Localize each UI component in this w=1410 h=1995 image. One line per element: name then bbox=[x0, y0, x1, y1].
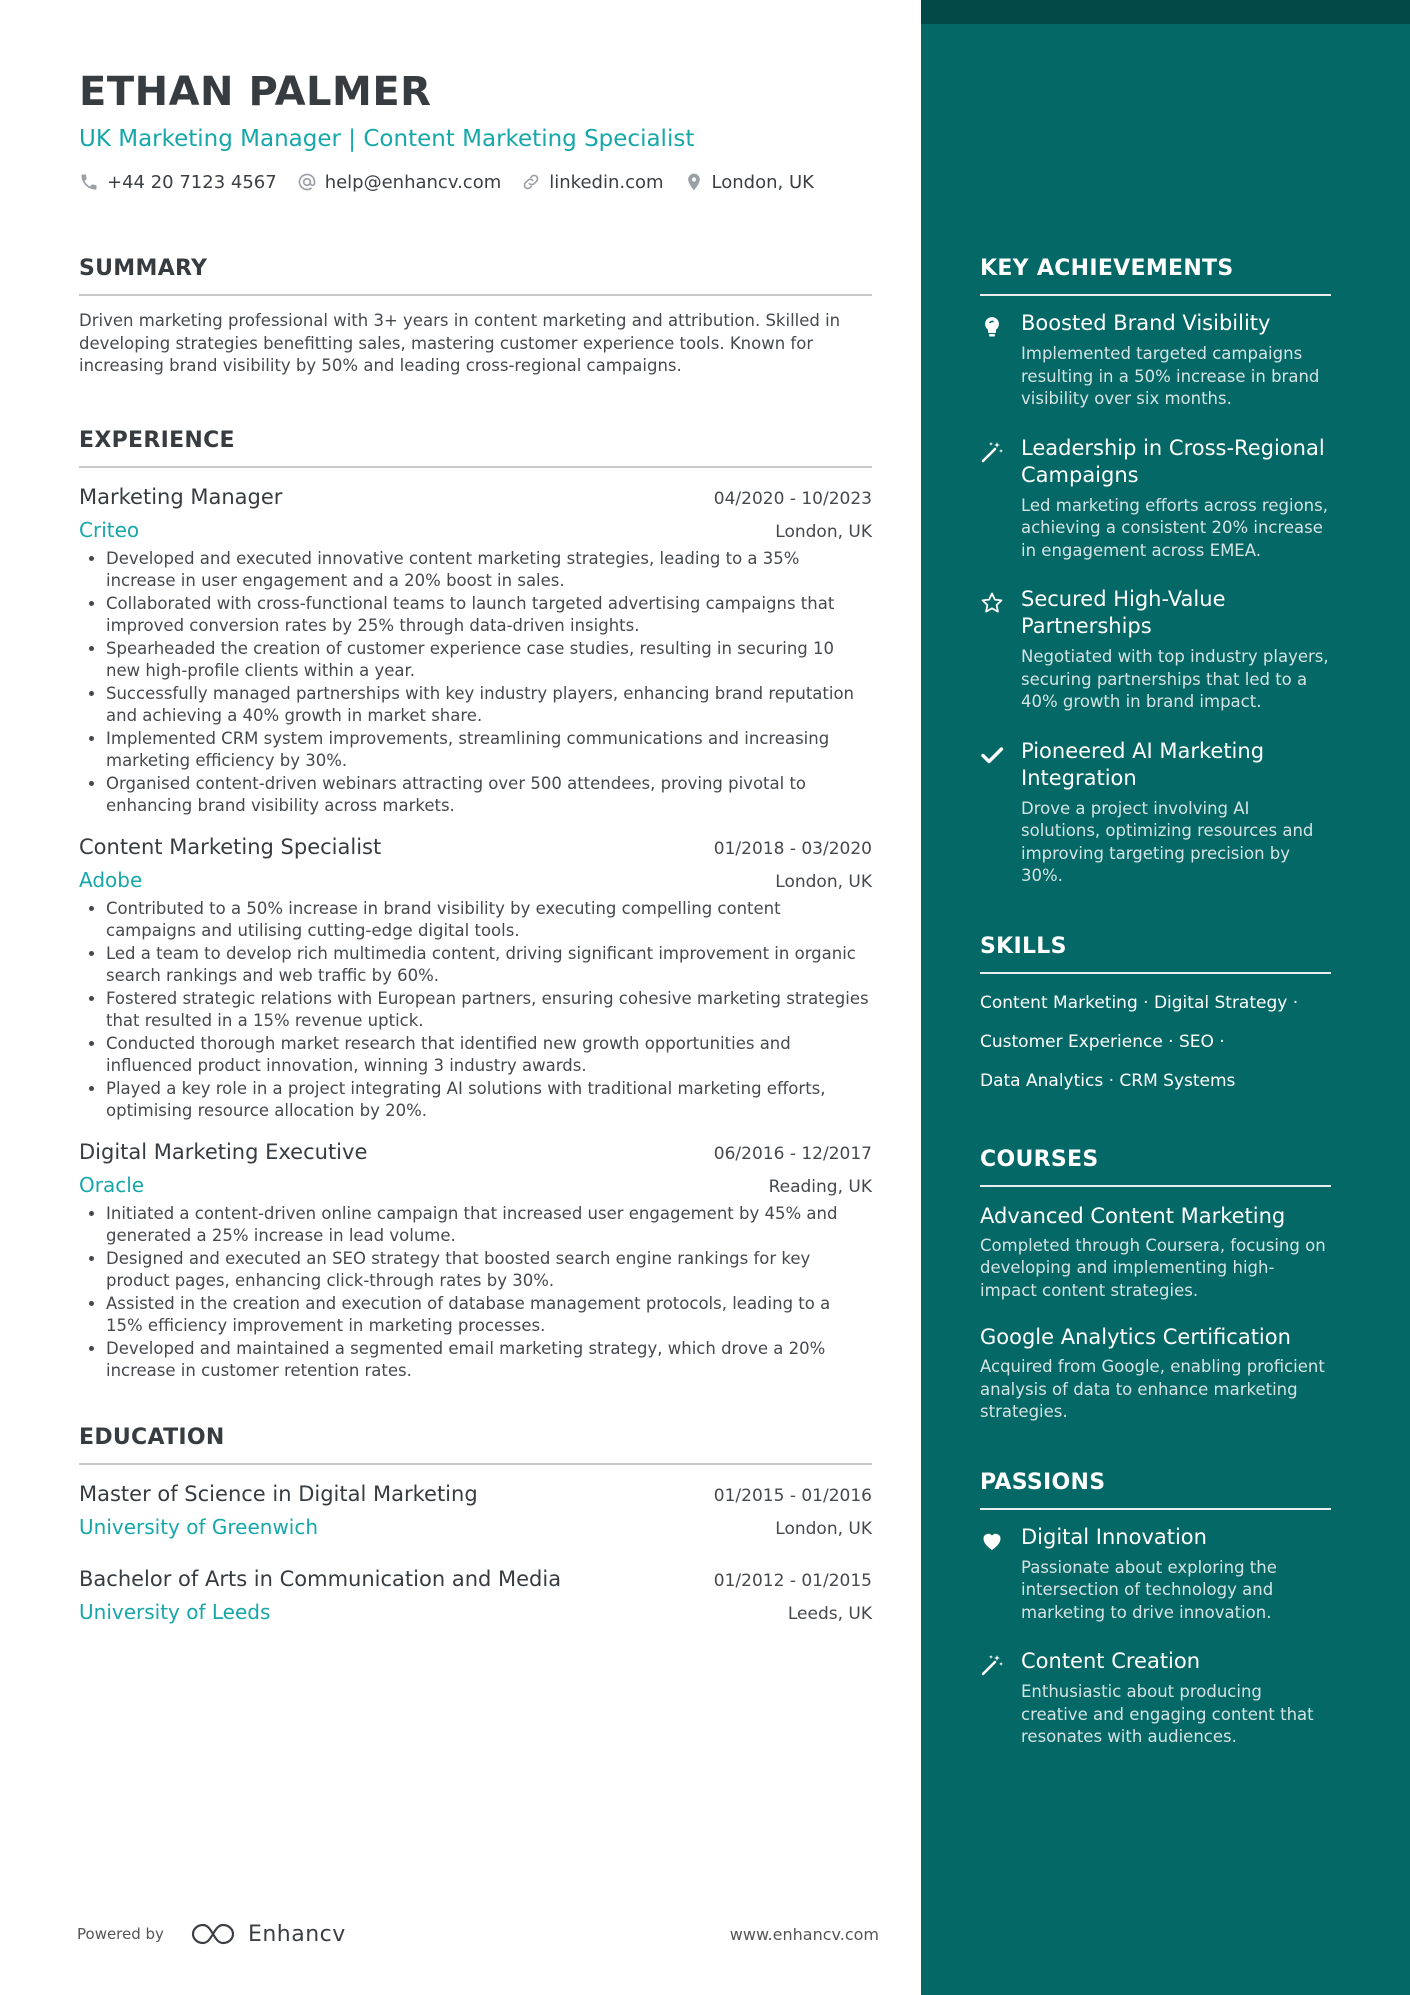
footer bbox=[77, 1914, 879, 1954]
achievement-title: Leadership in Cross-Regional Campaigns bbox=[1021, 435, 1325, 487]
job-title: Digital Marketing Executive bbox=[79, 1139, 368, 1164]
course-desc: Acquired from Google, enabling proficient analysis of data to enhance marketing strategies. bbox=[980, 1357, 1325, 1421]
contact-location bbox=[684, 172, 814, 193]
brand-name: Enhancv bbox=[247, 1921, 346, 1947]
sidebar bbox=[921, 0, 1410, 1995]
magic-wand-icon bbox=[980, 440, 1004, 464]
section-divider bbox=[79, 294, 872, 296]
school-location: London, UK bbox=[775, 1518, 872, 1539]
school-name: University of Leeds bbox=[79, 1599, 271, 1624]
link-text: linkedin.com bbox=[549, 171, 664, 193]
achievement-item bbox=[980, 435, 1331, 563]
passion-item bbox=[980, 1524, 1331, 1625]
education-section bbox=[79, 1423, 872, 1627]
sidebar-top-band bbox=[921, 0, 1410, 24]
section-divider bbox=[79, 466, 872, 468]
bullet-item: • Initiated a content-driven online campaign that increased user engagement by 45% and generated a 25% increase in lead volume. bbox=[106, 1203, 872, 1248]
bullet-item: • Conducted thorough market research that identified new growth opportunities and influenced product innovation, winning 3 industry awards. bbox=[106, 1033, 872, 1078]
skills-line: Content Marketing · Digital Strategy · bbox=[980, 992, 1299, 1013]
section-divider bbox=[980, 972, 1331, 974]
courses-section bbox=[980, 1145, 1331, 1424]
school-name: University of Greenwich bbox=[79, 1514, 319, 1539]
job-title: Marketing Manager bbox=[79, 484, 283, 509]
job-location: London, UK bbox=[775, 521, 872, 542]
bullet-item: • Successfully managed partnerships with key industry players, enhancing brand reputation and achieving a 40% growth in market share. bbox=[106, 683, 872, 728]
job-title: Content Marketing Specialist bbox=[79, 834, 382, 859]
course-desc: Completed through Coursera, focusing on developing and implementing high-impact content strategies. bbox=[980, 1235, 1326, 1300]
education-title: EDUCATION bbox=[79, 1424, 225, 1450]
powered-by-label: Powered by bbox=[77, 1925, 164, 1943]
job-location: London, UK bbox=[775, 871, 872, 892]
passions-title: PASSIONS bbox=[980, 1469, 1106, 1495]
contact-email[interactable] bbox=[297, 172, 502, 193]
job-dates: 04/2020 - 10/2023 bbox=[713, 488, 872, 509]
experience-section bbox=[79, 426, 872, 1383]
enhancv-logo-icon bbox=[190, 1921, 236, 1947]
brand-logo[interactable] bbox=[190, 1921, 346, 1947]
section-divider bbox=[980, 1185, 1331, 1187]
skills-line: Data Analytics · CRM Systems bbox=[980, 1070, 1236, 1091]
passion-item bbox=[980, 1648, 1331, 1749]
bullet-item: • Fostered strategic relations with European partners, ensuring cohesive marketing strategies that resulted in a 15% revenue uptick. bbox=[106, 988, 872, 1033]
location-text: London, UK bbox=[711, 171, 814, 193]
passion-title: Digital Innovation bbox=[1021, 1524, 1207, 1549]
achievement-item bbox=[980, 738, 1331, 888]
achievement-title: Pioneered AI Marketing Integration bbox=[1021, 738, 1265, 790]
job-bullets bbox=[79, 548, 872, 818]
degree-title: Bachelor of Arts in Communication and Media bbox=[79, 1566, 562, 1591]
education-entry bbox=[79, 1564, 872, 1627]
course-item bbox=[980, 1201, 1331, 1303]
bullet-item: • Contributed to a 50% increase in brand visibility by executing compelling content campaigns and utilising cutting-edge digital tools. bbox=[106, 898, 872, 943]
passion-desc: Enthusiastic about producing creative and engaging content that resonates with audiences. bbox=[1021, 1682, 1314, 1746]
company-name: Adobe bbox=[79, 867, 143, 892]
section-divider bbox=[980, 294, 1331, 296]
at-icon bbox=[297, 172, 317, 192]
star-icon bbox=[980, 591, 1004, 615]
job-bullets bbox=[79, 898, 872, 1123]
achievement-desc: Implemented targeted campaigns resulting in a 50% increase in brand visibility over six months. bbox=[1021, 344, 1320, 408]
achievement-item bbox=[980, 310, 1331, 411]
achievement-desc: Led marketing efforts across regions, achieving a consistent 20% increase in engagement across EMEA. bbox=[1021, 495, 1328, 560]
checkmark-icon bbox=[980, 743, 1004, 767]
job-dates: 06/2016 - 12/2017 bbox=[713, 1143, 872, 1164]
company-name: Oracle bbox=[79, 1172, 145, 1197]
bullet-item: • Spearheaded the creation of customer experience case studies, resulting in securing 10 new high-profile clients within a year. bbox=[106, 638, 872, 683]
school-location: Leeds, UK bbox=[787, 1603, 872, 1624]
skills-list bbox=[980, 984, 1331, 1101]
phone-icon bbox=[79, 172, 99, 192]
bullet-item: • Developed and executed innovative content marketing strategies, leading to a 35% increase in user engagement and a 20% boost in sales. bbox=[106, 548, 872, 593]
bullet-item: • Led a team to develop rich multimedia content, driving significant improvement in organic search rankings and web traffic by 60%. bbox=[106, 943, 872, 988]
magic-wand-icon bbox=[980, 1653, 1004, 1677]
job-entry bbox=[79, 1137, 872, 1383]
location-pin-icon bbox=[684, 172, 704, 192]
heart-icon bbox=[980, 1529, 1004, 1553]
achievements-section bbox=[980, 254, 1331, 888]
lightbulb-icon bbox=[980, 315, 1004, 339]
passions-section bbox=[980, 1468, 1331, 1749]
job-entry bbox=[79, 832, 872, 1123]
bullet-item: • Collaborated with cross-functional teams to launch targeted advertising campaigns that improved conversion rates by 25% through data-driven insights. bbox=[106, 593, 872, 638]
skills-title: SKILLS bbox=[980, 933, 1067, 959]
job-dates: 01/2018 - 03/2020 bbox=[713, 838, 872, 859]
section-divider bbox=[980, 1508, 1331, 1510]
contact-bar bbox=[79, 168, 872, 196]
job-location: Reading, UK bbox=[768, 1176, 872, 1197]
job-bullets bbox=[79, 1203, 872, 1383]
achievement-title: Boosted Brand Visibility bbox=[1021, 311, 1271, 335]
achievement-item bbox=[980, 586, 1331, 714]
contact-link[interactable] bbox=[521, 172, 663, 193]
skills-section bbox=[980, 932, 1331, 1101]
course-item bbox=[980, 1322, 1331, 1424]
bullet-item: • Implemented CRM system improvements, streamlining communications and increasing marketing efficiency by 30%. bbox=[106, 728, 872, 773]
education-dates: 01/2012 - 01/2015 bbox=[713, 1570, 872, 1591]
job-entry bbox=[79, 482, 872, 818]
achievement-desc: Drove a project involving AI solutions, optimizing resources and improving targeting precision by 30%. bbox=[1021, 798, 1314, 885]
email-text: help@enhancv.com bbox=[324, 171, 502, 193]
website-link[interactable]: www.enhancv.com bbox=[729, 1924, 879, 1944]
bullet-item: • Assisted in the creation and execution of database management protocols, leading to a 15% efficiency improvement in marketing processes. bbox=[106, 1293, 872, 1338]
phone-text: +44 20 7123 4567 bbox=[107, 171, 277, 193]
headline: UK Marketing Manager | Content Marketing Specialist bbox=[79, 126, 695, 152]
link-icon bbox=[521, 172, 541, 192]
experience-title: EXPERIENCE bbox=[79, 427, 235, 453]
achievements-title: KEY ACHIEVEMENTS bbox=[980, 256, 1234, 281]
company-name: Criteo bbox=[79, 517, 140, 542]
courses-title: COURSES bbox=[980, 1146, 1099, 1172]
summary-title: SUMMARY bbox=[79, 256, 208, 281]
education-entry bbox=[79, 1479, 872, 1542]
course-title: Google Analytics Certification bbox=[980, 1325, 1291, 1349]
contact-phone[interactable] bbox=[79, 172, 277, 193]
bullet-item: • Organised content-driven webinars attracting over 500 attendees, proving pivotal to enhancing brand visibility across markets. bbox=[106, 773, 872, 818]
course-title: Advanced Content Marketing bbox=[980, 1203, 1286, 1228]
summary-text: Driven marketing professional with 3+ years in content marketing and attribution. Skilled in developing strategies benefitting sales, mastering customer experience tools. Known for increasing brand visibility by 50% and leading cross-regional campaigns. bbox=[79, 311, 841, 375]
section-divider bbox=[79, 1463, 872, 1465]
bullet-item: • Played a key role in a project integrating AI solutions with traditional marketing efforts, optimising resource allocation by 20%. bbox=[106, 1078, 872, 1123]
education-dates: 01/2015 - 01/2016 bbox=[713, 1485, 872, 1506]
skills-line: Customer Experience · SEO · bbox=[980, 1031, 1225, 1052]
degree-title: Master of Science in Digital Marketing bbox=[79, 1481, 478, 1506]
bullet-item: • Developed and maintained a segmented email marketing strategy, which drove a 20% increase in customer retention rates. bbox=[106, 1338, 872, 1383]
passion-title: Content Creation bbox=[1021, 1649, 1201, 1673]
bullet-item: • Designed and executed an SEO strategy that boosted search engine rankings for key product pages, enhancing click-through rates by 30%. bbox=[106, 1248, 872, 1293]
achievement-title: Secured High-Value Partnerships bbox=[1021, 587, 1226, 638]
passion-desc: Passionate about exploring the intersection of technology and marketing to drive innovation. bbox=[1021, 1557, 1277, 1622]
summary-section bbox=[79, 254, 872, 378]
candidate-name: ETHAN PALMER bbox=[79, 69, 432, 115]
achievement-desc: Negotiated with top industry players, securing partnerships that led to a 40% growth in brand impact. bbox=[1021, 647, 1329, 711]
